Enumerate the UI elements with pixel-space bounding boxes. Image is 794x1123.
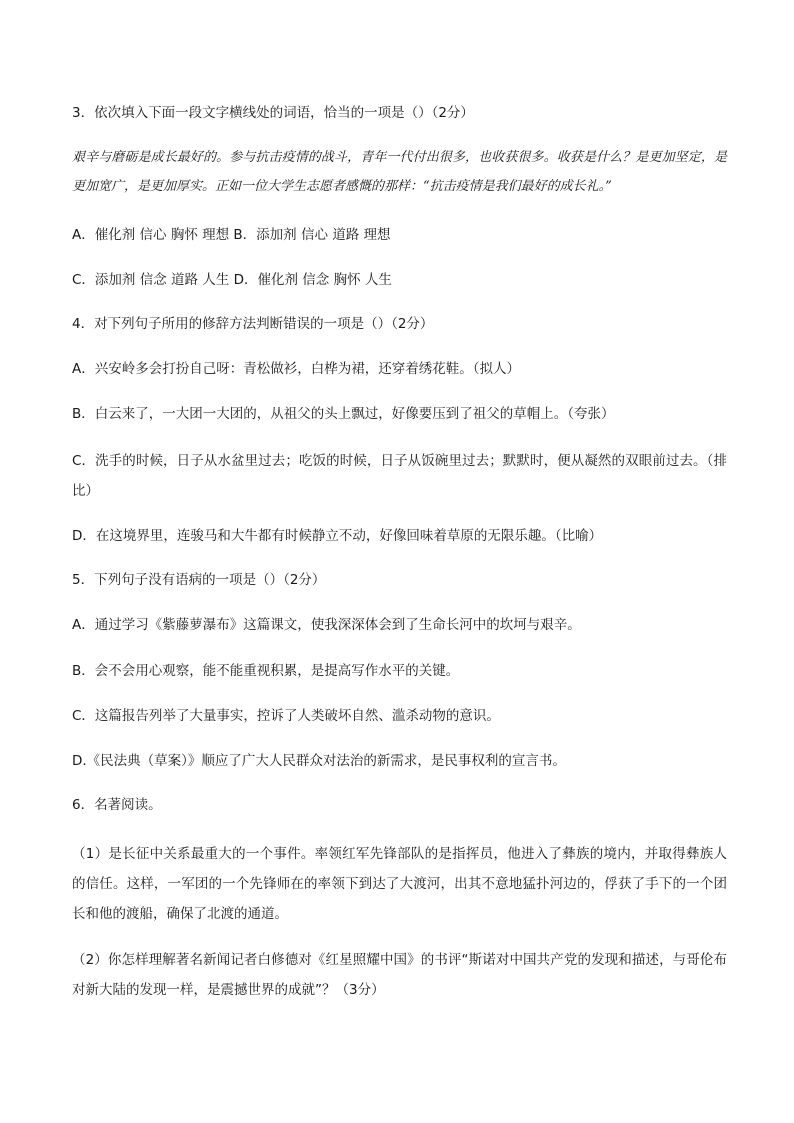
question-4-option-b: B．白云来了，一大团一大团的，从祖父的头上飘过，好像要压到了祖父的草帽上。（夸张） bbox=[72, 406, 615, 422]
question-3-options-ab: A．催化剂 信心 胸怀 理想 B．添加剂 信心 道路 理想 bbox=[72, 227, 391, 243]
question-6-sub-2: （2）你怎样理解著名新闻记者白修德对《红星照耀中国》的书评“斯诺对中国共产党的发现和描述，与哥伦布对新大陆的发现一样，是震撼世界的成就”？（3分） bbox=[72, 952, 727, 998]
question-5-stem: 5．下列句子没有语病的一项是（）（2分） bbox=[72, 572, 326, 588]
question-6-sub-1: （1）是长征中关系最重大的一个事件。率领红军先锋部队的是指挥员，他进入了彝族的境内，并取得彝族人的信任。这样，一军团的一个先锋师在的率领下到达了大渡河，出其不意地猛扑河边的，俘获了手下的一个团长和他的渡船，确保了北渡的通道。 bbox=[72, 846, 727, 922]
question-3-stem: 3．依次填入下面一段文字横线处的词语，恰当的一项是（）（2分） bbox=[72, 105, 474, 121]
question-3-options-cd: C．添加剂 信念 道路 人生 D．催化剂 信念 胸怀 人生 bbox=[72, 272, 392, 288]
question-5-option-b: B．会不会用心观察，能不能重视积累，是提高写作水平的关键。 bbox=[72, 663, 460, 679]
question-5-option-c: C．这篇报告列举了大量事实，控诉了人类破坏自然、滥杀动物的意识。 bbox=[72, 708, 500, 724]
question-6-stem: 6．名著阅读。 bbox=[72, 797, 162, 813]
question-4-option-c: C．洗手的时候，日子从水盆里过去；吃饭的时候，日子从饭碗里过去；默默时，便从凝然的双眼前过去。（排比） bbox=[72, 453, 727, 499]
question-4-stem: 4．对下列句子所用的修辞方法判断错误的一项是（）（2分） bbox=[72, 316, 434, 332]
question-3-passage: 艰辛与磨砺是成长最好的。参与抗击疫情的战斗，青年一代付出很多，也收获很多。收获是什么？是更加坚定，是更加宽广，是更加厚实。正如一位大学生志愿者感慨的那样：“抗击疫情是我们最好的成长礼。” bbox=[72, 150, 727, 194]
question-4-option-a: A．兴安岭多会打扮自己呀：青松做衫，白桦为裙，还穿着绣花鞋。（拟人） bbox=[72, 361, 520, 377]
question-4-option-d: D．在这境界里，连骏马和大牛都有时候静立不动，好像回味着草原的无限乐趣。（比喻） bbox=[72, 528, 603, 544]
question-5-option-a: A．通过学习《紫藤萝瀑布》这篇课文，使我深深体会到了生命长河中的坎坷与艰辛。 bbox=[72, 617, 581, 633]
question-5-option-d: D.《民法典（草案）》顺应了广大人民群众对法治的新需求，是民事权利的宣言书。 bbox=[72, 753, 566, 769]
